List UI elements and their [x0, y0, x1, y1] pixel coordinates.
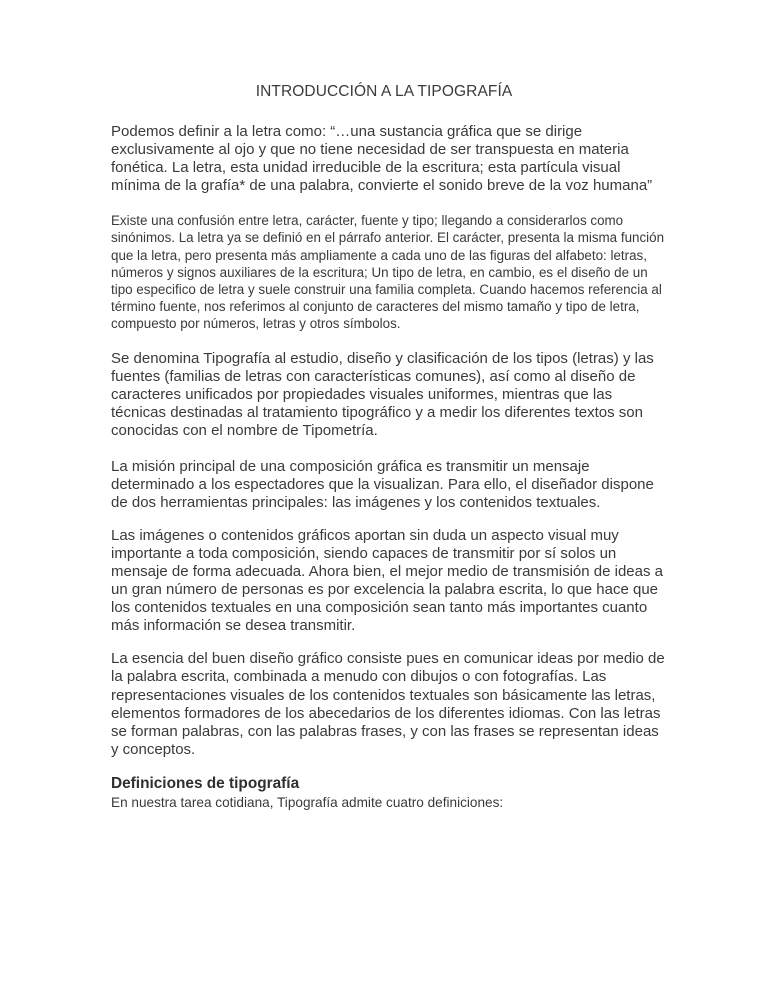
section-heading-definiciones: Definiciones de tipografía	[111, 774, 300, 792]
paragraph-definicion-letra: Podemos definir a la letra como: “…una sustancia gráfica que se dirige exclusivamente al ojo y que no tiene necesidad de ser transpuesta en materia fonética. La letra, esta unidad irreducible de la escritura; esta partícula visual mínima de la grafía* de una palabra, convierte el sonido breve de la voz humana”	[111, 123, 653, 195]
page-title: INTRODUCCIÓN A LA TIPOGRAFÍA	[255, 83, 513, 100]
paragraph-denominacion-tipografia: Se denomina Tipografía al estudio, diseño y clasificación de los tipos (letras) y las fuentes (familias de letras con características comunes), así como al diseño de caracteres unificados por propiedades visuales uniformes, mientras que las técnicas destinadas al tratamiento tipográfico y a medir los diferentes textos son conocidas con el nombre de Tipometría.	[111, 350, 654, 440]
paragraph-esencia-diseno: La esencia del buen diseño gráfico consiste pues en comunicar ideas por medio de la palabra escrita, combinada a menudo con dibujos o con fotografías. Las representaciones visuales de los contenidos textuales son básicamente las letras, elementos formadores de los abecedarios de los diferentes idiomas. Con las letras se forman palabras, con las palabras frases, y con las frases se representan ideas y conceptos.	[111, 650, 665, 758]
section-lead-line: En nuestra tarea cotidiana, Tipografía admite cuatro definiciones:	[111, 794, 504, 810]
paragraph-imagenes-contenidos: Las imágenes o contenidos gráficos aportan sin duda un aspecto visual muy importante a toda composición, siendo capaces de transmitir por sí solos un mensaje de forma adecuada. Ahora bien, el mejor medio de transmisión de ideas a un gran número de personas es por excelencia la palabra escrita, lo que hace que los contenidos textuales en una composición sean tanto más importantes cuanto más información se desea transmitir.	[111, 526, 663, 635]
paragraph-confusion-terminos: Existe una confusión entre letra, carácter, fuente y tipo; llegando a considerarlos como sinónimos. La letra ya se definió en el párrafo anterior. El carácter, presenta la misma función que la letra, pero presenta más ampliamente a cada uno de las figuras del alfabeto: letras, números y signos auxiliares de la escritura; Un tipo de letra, en cambio, es el diseño de un tipo especifico de letra y suele construir una familia completa. Cuando hacemos referencia al término fuente, nos referimos al conjunto de caracteres del mismo tamaño y tipo de letra, compuesto por números, letras y otros símbolos.	[111, 213, 665, 331]
paragraph-mision-composicion: La misión principal de una composición gráfica es transmitir un mensaje determinado a los espectadores que la visualizan. Para ello, el diseñador dispone de dos herramientas principales: las imágenes y los contenidos textuales.	[111, 457, 654, 511]
document-body	[111, 123, 667, 811]
